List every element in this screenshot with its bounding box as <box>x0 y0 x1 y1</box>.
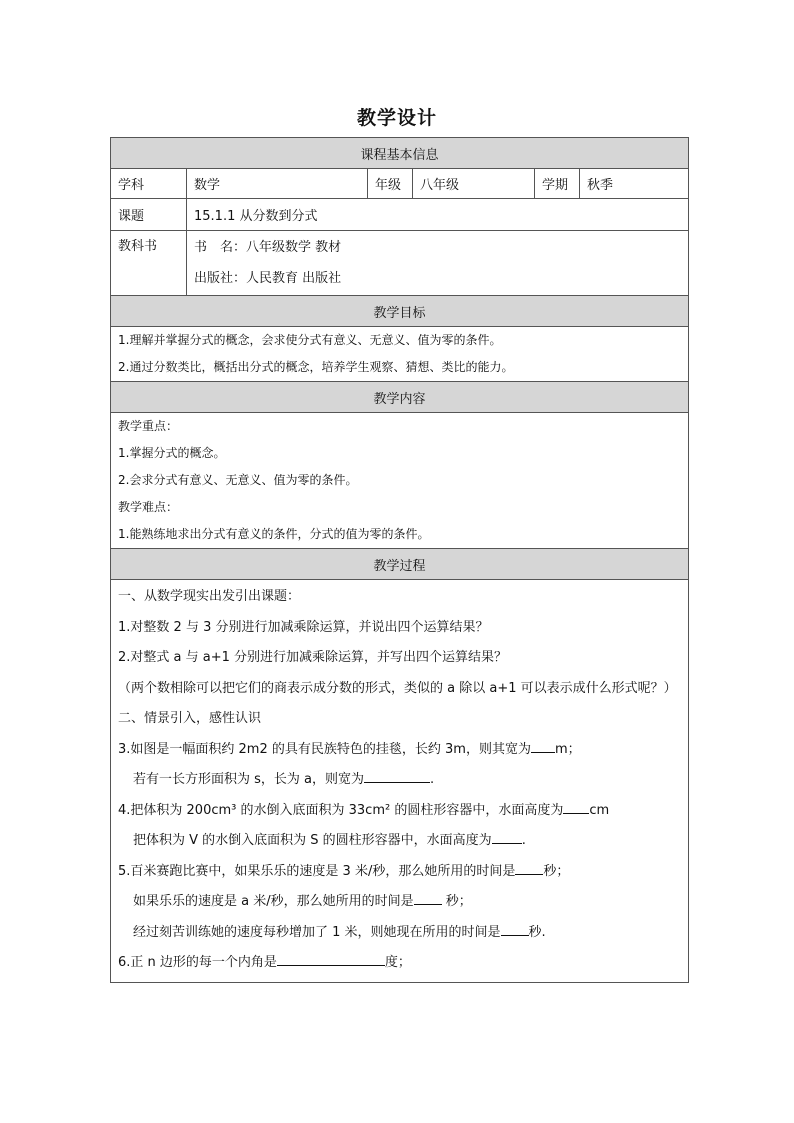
process-line: 一、从数学现实出发引出课题： <box>118 589 301 604</box>
difficult-points-label: 教学难点： <box>118 500 179 514</box>
term-value: 秋季 <box>580 169 689 199</box>
process-line <box>118 857 681 888</box>
process-text: 若有一长方形面积为 s，长为 a，则宽为 <box>133 772 365 787</box>
textbook-name: 书 名：八年级数学 教材 <box>194 240 342 255</box>
lesson-plan-table <box>110 137 689 983</box>
process-text: 经过刻苦训练她的速度每秒增加了 1 米，则她现在所用的时间是 <box>133 924 501 940</box>
process-line: 1.对整数 2 与 3 分别进行加减乘除运算，并说出四个运算结果？ <box>118 619 489 635</box>
process-text: 3.如图是一幅面积约 2m2 的具有民族特色的挂毯，长约 3m，则其宽为 <box>118 741 531 757</box>
process-line <box>118 918 681 949</box>
key-point-item: 1.掌握分式的概念。 <box>118 446 226 460</box>
answer-blank <box>563 800 589 814</box>
process-text: 秒. <box>528 924 546 940</box>
topic-value: 15.1.1 从分数到分式 <box>187 199 689 231</box>
answer-blank <box>492 830 522 844</box>
goal-item: 2.通过分数类比，概括出分式的概念，培养学生观察、猜想、类比的能力。 <box>118 360 514 374</box>
process-text: cm <box>589 802 610 818</box>
subject-label: 学科 <box>111 169 187 199</box>
process-line <box>118 796 681 827</box>
process-line <box>118 826 681 857</box>
process-line <box>118 887 681 918</box>
process-text: 秒； <box>441 894 472 909</box>
key-point-item: 2.会求分式有意义、无意义、值为零的条件。 <box>118 473 358 487</box>
process-text: . <box>521 833 526 848</box>
process-line: 2.对整式 a 与 a+1 分别进行加减乘除运算，并写出四个运算结果？ <box>118 650 508 665</box>
process-line <box>118 948 681 979</box>
difficult-point-item: 1.能熟练地求出分式有意义的条件，分式的值为零的条件。 <box>118 527 430 541</box>
process-text: 把体积为 V 的水倒入底面积为 S 的圆柱形容器中，水面高度为 <box>133 833 492 848</box>
process-text: 秒； <box>543 863 570 879</box>
process-body <box>111 580 689 983</box>
subject-value: 数学 <box>187 169 368 199</box>
page-title: 教学设计 <box>356 107 437 129</box>
topic-label: 课题 <box>111 199 187 231</box>
goals-header: 教学目标 <box>111 296 689 327</box>
process-line <box>118 735 681 766</box>
textbook-label: 教科书 <box>111 231 187 296</box>
answer-blank <box>531 739 555 753</box>
key-points-label: 教学重点： <box>118 419 179 433</box>
process-text: 如果乐乐的速度是 a 米/秒，那么她所用的时间是 <box>133 894 414 909</box>
term-label: 学期 <box>535 169 580 199</box>
answer-blank <box>364 769 430 783</box>
process-header: 教学过程 <box>111 549 689 580</box>
info-row <box>111 169 689 199</box>
topic-row <box>111 199 689 231</box>
grade-label: 年级 <box>368 169 413 199</box>
grade-value: 八年级 <box>413 169 535 199</box>
process-text: 6.正 n 边形的每一个内角是 <box>118 955 277 970</box>
answer-blank <box>515 861 543 875</box>
basic-info-header: 课程基本信息 <box>111 138 689 169</box>
process-text: 5.百米赛跑比赛中，如果乐乐的速度是 3 米/秒，那么她所用的时间是 <box>118 863 516 879</box>
process-text: 4.把体积为 200cm³ 的水倒入底面积为 33cm² 的圆柱形容器中，水面高度为 <box>118 802 564 818</box>
answer-blank <box>501 922 529 936</box>
process-text: 度； <box>384 955 411 970</box>
textbook-publisher: 出版社：人民教育 出版社 <box>194 271 342 286</box>
textbook-row <box>111 231 689 296</box>
answer-blank <box>414 891 442 905</box>
process-text: . <box>430 772 435 787</box>
process-line <box>118 765 681 796</box>
process-line: 二、情景引入，感性认识 <box>118 711 262 726</box>
process-text: m； <box>554 741 581 757</box>
process-line: （两个数相除可以把它们的商表示成分数的形式，类似的 a 除以 a+1 可以表示成什么形式呢？） <box>118 680 677 696</box>
answer-blank <box>277 952 385 966</box>
goal-item: 1.理解并掌握分式的概念，会求使分式有意义、无意义、值为零的条件。 <box>118 333 502 347</box>
content-header: 教学内容 <box>111 382 689 413</box>
